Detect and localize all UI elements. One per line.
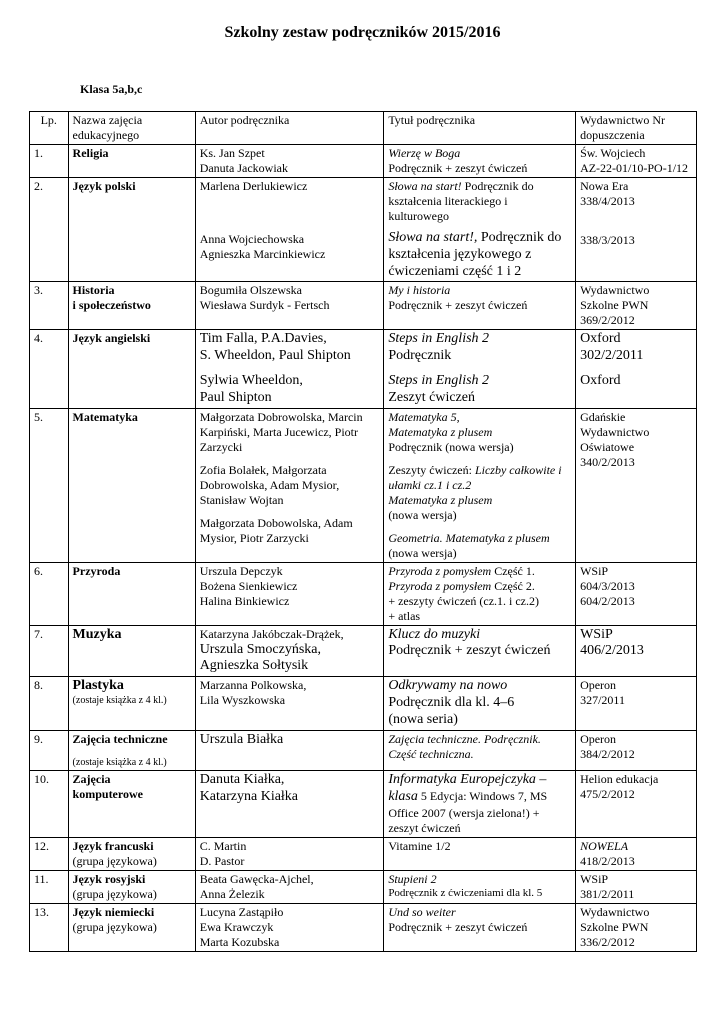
row-number: 11.	[30, 870, 69, 903]
publisher-cell	[576, 330, 697, 408]
author-cell	[195, 677, 384, 730]
book-cell	[384, 771, 576, 838]
book-title: Odkrywamy na nowo	[388, 678, 508, 694]
approval-number: 604/3/2013	[580, 578, 635, 593]
row-number: 1.	[30, 145, 69, 178]
author-name: Agnieszka Marcinkiewicz	[199, 247, 326, 261]
author-cell	[195, 145, 384, 178]
book-title: My i historia	[388, 283, 451, 298]
header-publisher: Wydawnictwo Nr dopuszczenia	[576, 112, 697, 145]
publisher-cell	[576, 145, 697, 178]
subject-name: Historia	[72, 283, 115, 298]
table-row	[30, 677, 697, 730]
publisher-cell	[576, 282, 697, 330]
book-cell	[384, 677, 576, 730]
row-number: 5.	[30, 408, 69, 562]
subject-cell	[68, 870, 195, 903]
author-cell	[195, 837, 384, 870]
book-cell	[384, 903, 576, 951]
row-number: 12.	[30, 837, 69, 870]
publisher-cell	[576, 562, 697, 625]
subject-note: (zostaje książka z 4 kl.)	[72, 756, 167, 768]
book-cell	[384, 625, 576, 677]
book-description: Zeszyty ćwiczeń:	[388, 462, 475, 477]
book-description: Podręcznik + zeszyt ćwiczeń	[388, 298, 528, 313]
publisher-cell	[576, 408, 697, 562]
page-title: Szkolny zestaw podręczników 2015/2016	[224, 24, 501, 41]
row-number: 9.	[30, 730, 69, 771]
header-book: Tytuł podręcznika	[384, 112, 576, 145]
publisher-name: WSiP	[580, 626, 613, 642]
publisher-cell	[576, 837, 697, 870]
table-row	[30, 282, 697, 330]
book-cell	[384, 330, 576, 408]
author-name: Małgorzata Dobowolska, Adam Mysior, Piotr Zarzycki	[199, 515, 353, 545]
publisher-cell	[576, 870, 697, 903]
approval-number: 604/2/2013	[580, 593, 635, 608]
book-cell	[384, 408, 576, 562]
author-name: Halina Binkiewicz	[199, 593, 290, 608]
row-number: 4.	[30, 330, 69, 408]
book-description: 5 Edycja: Windows 7, MS Office 2007 (wersja zielona!) + zeszyt ćwiczeń	[388, 788, 548, 835]
subject-cell	[68, 730, 195, 771]
table-row	[30, 903, 697, 951]
book-description: + atlas	[388, 608, 421, 623]
approval-number: 418/2/2013	[580, 853, 635, 868]
book-title: Klucz do muzyki	[388, 626, 481, 642]
author-name: Anna Żelezik	[199, 886, 265, 901]
author-name: Anna Wojciechowska	[199, 232, 305, 246]
publisher-name: Helion edukacja	[580, 772, 659, 787]
book-description: Podręcznik + zeszyt ćwiczeń	[388, 643, 551, 659]
book-title: Słowa na start!	[388, 179, 462, 193]
approval-number: 475/2/2012	[580, 787, 635, 802]
author-name: Urszula Depczyk	[199, 563, 283, 578]
book-description: (nowa wersja)	[388, 507, 457, 522]
subject-group: (grupa językowa)	[72, 853, 157, 868]
approval-number: 338/3/2013	[580, 233, 635, 247]
subject-name: Język francuski	[72, 838, 154, 853]
author-name: Katarzyna Jakóbczak-Drążek,	[199, 626, 344, 641]
book-title: Steps in English 2	[388, 331, 490, 347]
subject-cell	[68, 771, 195, 838]
book-title: Słowa na start!,	[388, 230, 478, 245]
book-title: Wierzę w Boga	[388, 146, 461, 160]
subject-cell: Język polski	[68, 178, 195, 282]
book-description: (nowa wersja)	[388, 545, 457, 560]
publisher-name: Operon	[580, 731, 617, 746]
publisher-name: Gdańskie	[580, 409, 626, 424]
book-title: Liczby całkowite i ułamki cz.1 i cz.2	[388, 462, 562, 492]
author-cell	[195, 771, 384, 838]
publisher-cell	[576, 771, 697, 838]
table-row	[30, 730, 697, 771]
table-row	[30, 837, 697, 870]
subject-note: (zostaje książka z 4 kl.)	[72, 694, 167, 706]
author-name: Danuta Kiałka,	[199, 772, 285, 788]
author-name: Marta Kozubska	[199, 934, 280, 949]
book-description: Podręcznik dla kl. 4–6	[388, 694, 515, 710]
book-title: Informatyka Europejczyka – klasa	[388, 772, 547, 804]
subject-group: (grupa językowa)	[72, 886, 157, 901]
book-title: Zajęcia techniczne. Podręcznik. Część techniczna.	[384, 730, 576, 771]
subject-cell	[68, 837, 195, 870]
author-name: Agnieszka Sołtysik	[199, 658, 309, 674]
table-row	[30, 562, 697, 625]
publisher-cell	[576, 730, 697, 771]
approval-number: 384/2/2012	[580, 746, 635, 761]
author-name: Wiesława Surdyk - Fertsch	[199, 298, 330, 313]
author-name: Bożena Sienkiewicz	[199, 578, 298, 593]
subject-group: (grupa językowa)	[72, 919, 157, 934]
book-cell	[384, 562, 576, 625]
book-title: Steps in English 2	[388, 372, 490, 388]
book-description: Podręcznik z ćwiczeniami dla kl. 5	[388, 886, 543, 899]
row-number: 2.	[30, 178, 69, 282]
author-name: Małgorzata Dobrowolska, Marcin Karpiński, Marta Jucewicz, Piotr Zarzycki	[199, 409, 363, 454]
subject-cell	[68, 677, 195, 730]
book-description: Podręcznik do kształcenia językowego z ćwiczeniami część 1 i 2	[388, 230, 562, 279]
subject-cell	[68, 903, 195, 951]
book-description: Część 2.	[491, 578, 535, 593]
book-cell	[384, 145, 576, 178]
textbook-table	[29, 111, 697, 952]
author-cell	[195, 330, 384, 408]
author-cell	[195, 903, 384, 951]
author-cell	[195, 562, 384, 625]
subject-cell: Muzyka	[68, 625, 195, 677]
author-name: Bogumiła Olszewska	[199, 283, 303, 298]
book-description: Podręcznik do kształcenia literackiego i kulturowego	[388, 179, 534, 223]
book-title: Przyroda z pomysłem	[388, 563, 492, 578]
subject-cell: Język angielski	[68, 330, 195, 408]
author-name: D. Pastor	[199, 853, 245, 868]
subject-cell: Matematyka	[68, 408, 195, 562]
publisher-name: Oświatowe	[580, 439, 635, 454]
publisher-name: WSiP	[580, 563, 609, 578]
subject-name: Zajęcia techniczne	[72, 731, 168, 746]
book-title: Vitamine 1/2	[384, 837, 576, 870]
header-subject: Nazwa zajęcia edukacyjnego	[68, 112, 195, 145]
subject-name: komputerowe	[72, 787, 143, 802]
subject-name: Język niemiecki	[72, 904, 155, 919]
subject-cell	[68, 282, 195, 330]
subject-name: Zajęcia	[72, 772, 111, 787]
author-cell	[195, 625, 384, 677]
book-title: Stupieni 2	[388, 871, 437, 886]
table-header-row	[30, 112, 697, 145]
table-row	[30, 178, 697, 282]
publisher-cell	[576, 677, 697, 730]
book-cell	[384, 282, 576, 330]
author-name: Katarzyna Kiałka	[199, 788, 299, 804]
publisher-cell	[576, 625, 697, 677]
book-description: Zeszyt ćwiczeń	[388, 389, 475, 405]
approval-number: 336/2/2012	[580, 934, 635, 949]
approval-number: 302/2/2011	[580, 348, 644, 364]
author-name: Ks. Jan Szpet	[199, 146, 265, 160]
table-row	[30, 330, 697, 408]
publisher-name: Szkolne PWN	[580, 298, 649, 313]
author-name: Sylwia Wheeldon,	[199, 372, 303, 388]
book-description: Podręcznik (nowa wersja)	[388, 439, 514, 454]
subject-name: Plastyka	[72, 678, 124, 694]
row-number: 3.	[30, 282, 69, 330]
approval-number: 406/2/2013	[580, 643, 644, 659]
publisher-cell	[576, 903, 697, 951]
author-cell: Urszula Białka	[195, 730, 384, 771]
row-number: 10.	[30, 771, 69, 838]
publisher-name: Nowa Era	[580, 179, 629, 193]
author-name: Danuta Jackowiak	[199, 161, 288, 175]
class-label: Klasa 5a,b,c	[80, 82, 143, 96]
book-title: Und so weiter	[388, 904, 456, 919]
author-name: C. Martin	[199, 838, 247, 853]
author-name: Lucyna Zastąpiło	[199, 904, 284, 919]
book-description: Podręcznik	[388, 348, 452, 364]
book-title: Matematyka 5,	[388, 409, 460, 424]
row-number: 13.	[30, 903, 69, 951]
subject-name: i społeczeństwo	[72, 298, 151, 313]
publisher-name: WSiP	[580, 871, 609, 886]
book-description: (nowa seria)	[388, 711, 458, 727]
publisher-name: Wydawnictwo	[580, 283, 650, 298]
row-number: 8.	[30, 677, 69, 730]
subject-name: Język rosyjski	[72, 871, 146, 886]
author-name: S. Wheeldon, Paul Shipton	[199, 348, 351, 364]
publisher-name: Wydawnictwo	[580, 424, 650, 439]
book-cell	[384, 870, 576, 903]
author-cell	[195, 408, 384, 562]
author-name: Ewa Krawczyk	[199, 919, 274, 934]
author-cell	[195, 282, 384, 330]
author-name: Urszula Smoczyńska,	[199, 641, 321, 657]
publisher-name: NOWELA	[580, 838, 629, 853]
table-row	[30, 771, 697, 838]
book-title: Matematyka z plusem	[388, 492, 493, 507]
book-description: Podręcznik + zeszyt ćwiczeń	[388, 161, 528, 175]
subject-cell: Religia	[68, 145, 195, 178]
book-title: Matematyka z plusem	[388, 424, 493, 439]
row-number: 6.	[30, 562, 69, 625]
book-description: Podręcznik + zeszyt ćwiczeń	[388, 919, 528, 934]
author-name: Zofia Bolałek, Małgorzata Dobrowolska, Adam Mysior, Stanisław Wojtan	[199, 462, 340, 507]
table-row	[30, 408, 697, 562]
book-description: + zeszyty ćwiczeń (cz.1. i cz.2)	[388, 593, 539, 608]
author-cell	[195, 178, 384, 282]
publisher-cell	[576, 178, 697, 282]
approval-number: 327/2011	[580, 693, 625, 708]
subject-cell: Przyroda	[68, 562, 195, 625]
row-number: 7.	[30, 625, 69, 677]
author-name: Lila Wyszkowska	[199, 693, 286, 708]
approval-number: 340/2/2013	[580, 454, 635, 469]
table-row	[30, 145, 697, 178]
book-title: Geometria. Matematyka z plusem	[388, 530, 550, 545]
approval-number: AZ-22-01/10-PO-1/12	[580, 161, 689, 175]
approval-number: 381/2/2011	[580, 886, 635, 901]
book-title: Przyroda z pomysłem	[388, 578, 492, 593]
author-cell	[195, 870, 384, 903]
book-description: Część 1.	[491, 563, 535, 578]
author-name: Marzanna Polkowska,	[199, 678, 307, 693]
publisher-name: Wydawnictwo	[580, 904, 650, 919]
publisher-name: Operon	[580, 678, 617, 693]
publisher-name: Św. Wojciech	[580, 146, 646, 160]
table-row	[30, 870, 697, 903]
table-row	[30, 625, 697, 677]
approval-number: 338/4/2013	[580, 194, 635, 208]
publisher-name: Oxford	[580, 372, 621, 388]
header-author: Autor podręcznika	[195, 112, 384, 145]
author-name: Paul Shipton	[199, 389, 272, 405]
publisher-name: Oxford	[580, 331, 621, 347]
publisher-name: Szkolne PWN	[580, 919, 649, 934]
book-cell	[384, 178, 576, 282]
author-name: Marlena Derlukiewicz	[199, 179, 308, 193]
author-name: Tim Falla, P.A.Davies,	[199, 331, 327, 347]
approval-number: 369/2/2012	[580, 313, 635, 328]
header-lp: Lp.	[30, 112, 69, 145]
author-name: Beata Gawęcka-Ajchel,	[199, 871, 314, 886]
